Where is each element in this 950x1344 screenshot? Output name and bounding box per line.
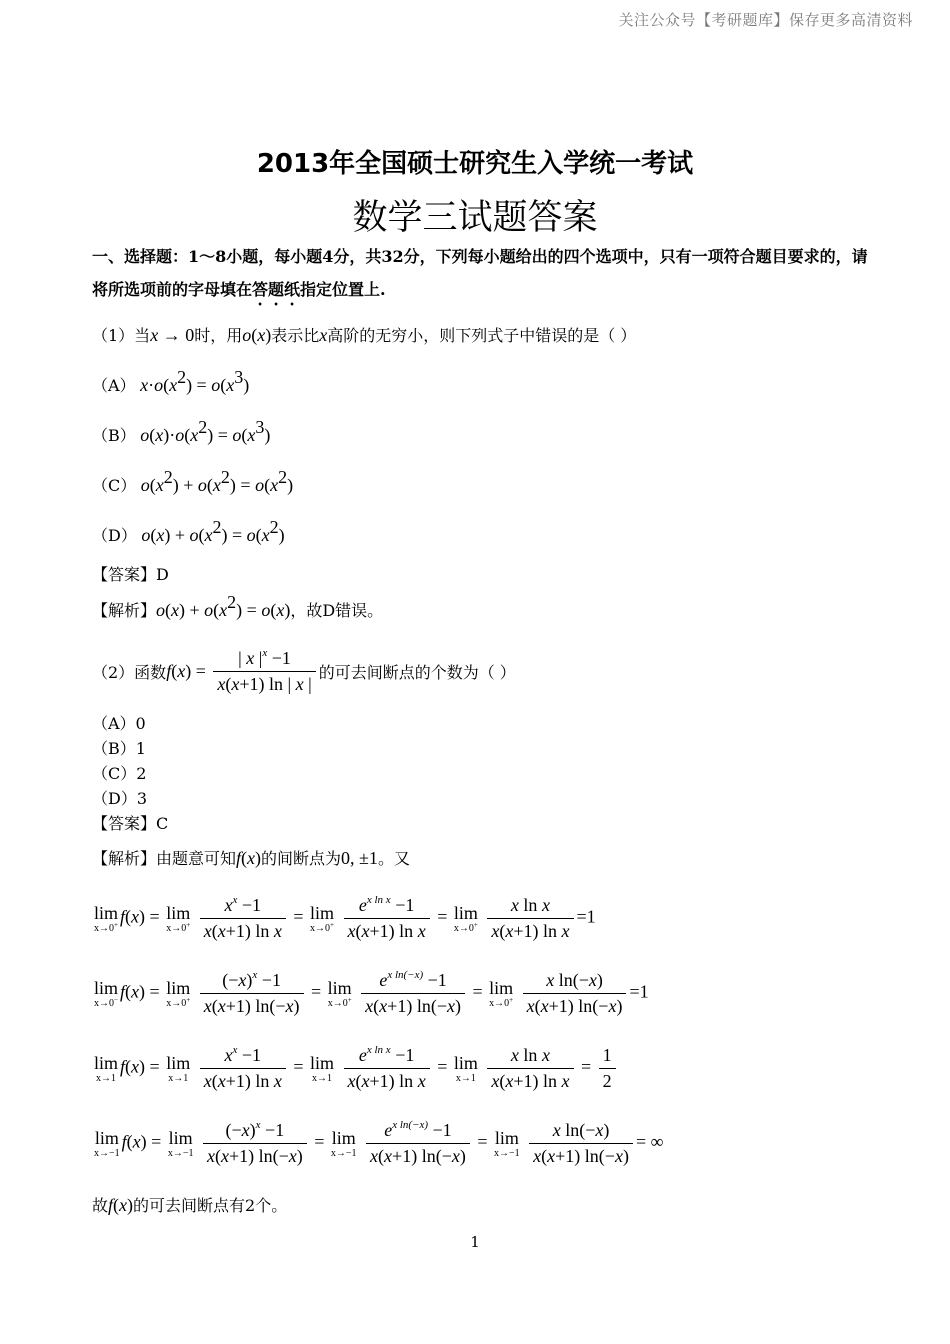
q1-option-d-label: （D） — [92, 526, 137, 545]
q1-stem-c: 表示比 — [271, 326, 320, 345]
exam-title: 2013年全国硕士研究生入学统一考试 — [256, 149, 694, 179]
q2-stem-b: 的可去间断点的个数为（ ） — [318, 663, 516, 682]
q1-analysis — [92, 592, 384, 621]
q2-analysis-c: 。又 — [377, 849, 410, 868]
q2-option-c: （C）2 — [92, 764, 147, 783]
q1-answer: 【答案】D — [92, 565, 169, 584]
q2-function-fraction: $\frac{| x |^x -1}{x(x+1) \ln | x |}$ — [213, 648, 315, 695]
q2-answer: 【答案】C — [92, 814, 169, 833]
q2-conclusion — [92, 1193, 287, 1216]
q1-option-c — [92, 467, 294, 496]
math-x: x — [319, 325, 328, 345]
q1-analysis-math: $o(x) + o(x^2) = o(x)$ — [156, 592, 291, 620]
q2-option-d: （D）3 — [92, 789, 148, 808]
q2-function: f(x) = — [166, 661, 211, 681]
section-text-b: 指定位置上. — [300, 280, 386, 299]
q1-option-c-label: （C） — [92, 476, 137, 495]
q2-option-b: （B）1 — [92, 739, 146, 758]
math-x-to-0: x → 0 — [150, 325, 195, 345]
exam-subtitle: 数学三试题答案 — [352, 198, 598, 238]
q2-analysis-b: 的间断点为 — [261, 849, 342, 868]
q1-option-d-math: $o(x) + o(x^2) = o(x^2)$ — [136, 517, 285, 545]
q2-conclusion-b: 的可去间断点有2个。 — [133, 1196, 288, 1215]
page-number: 1 — [470, 1233, 480, 1251]
limit-eq-0plus: lim x→0+ f(x) = lim x→0+ $\frac{x^x -1}{\text{x(x+1) ln x}}$ = lim x→0+ $\frac{e^{x ln x} -1}{\text{x(x+1) ln x}}$ = lim x→0+ $\frac{\text{x ln x}}{\text{x(x+1) ln x}}$ =1 — [94, 894, 596, 941]
q2-stem-a: （2）函数 — [92, 663, 167, 682]
math-breakpoints: 0, ±1 — [341, 848, 378, 868]
q1-option-b — [92, 417, 271, 446]
q1-analysis-tail: ，故D错误。 — [290, 601, 384, 620]
q1-option-a-label: （A） — [92, 376, 136, 395]
q2-analysis-a: 【解析】由题意可知 — [92, 849, 237, 868]
q1-option-b-label: （B） — [92, 426, 136, 445]
q1-option-a-math: $x\cdot o(x^2) = o(x^3)$ — [135, 367, 250, 395]
math-fx-conclusion: f(x) — [108, 1195, 134, 1215]
q1-option-c-math: $o(x^2) + o(x^2) = o(x^2)$ — [136, 467, 294, 495]
q1-option-d — [92, 517, 285, 546]
header-note: 关注公众号【考研题库】保存更多高清资料 — [618, 11, 913, 29]
q2-conclusion-a: 故 — [92, 1196, 109, 1215]
section-text-a: 一、选择题：1～8小题，每小题4分，共32分，下列每小题给出的四个选项中，只有一项符合题目要求的，请将所选项前的字母填在 — [92, 247, 868, 299]
q2-stem — [92, 648, 516, 695]
q1-stem-b: 时，用 — [194, 326, 243, 345]
q1-stem-d: 高阶的无穷小，则下列式子中错误的是（ ） — [327, 326, 637, 345]
q1-stem — [92, 323, 636, 346]
q1-analysis-label: 【解析】 — [92, 601, 157, 620]
limit-eq-minus1: lim x→−1 f(x) = lim x→−1 $\frac{(-x)^x -1}{x(x+1) \ln(-x)}$ = lim x→−1 $\frac{e^{x ln(-x)} -1}{x(x+1) \ln(-x)}$ = lim x→−1 $\frac{\text{x ln(−x)}}{x(x+1) \ln(-x)}$ = ∞ — [94, 1119, 664, 1166]
limit-eq-0minus: lim x→0− f(x) = lim x→0+ $\frac{(-x)^x -1}{x(x+1) \ln(-x)}$ = lim x→0+ $\frac{e^{x ln(-x)} -1}{x(x+1) \ln(-x)}$ = lim x→0+ $\frac{\text{x ln(−x)}}{x(x+1) \ln(-x)}$ =1 — [94, 969, 649, 1016]
q2-analysis — [92, 846, 410, 869]
q1-option-b-math: $o(x)\cdot o(x^2) = o(x^3)$ — [135, 417, 271, 445]
math-ox: o(x) — [242, 325, 272, 345]
section-emphasis: 答题纸 — [252, 280, 301, 299]
section-instructions — [92, 240, 872, 309]
math-fx: f(x) — [236, 848, 262, 868]
q1-option-a — [92, 367, 250, 396]
q2-option-a: （A）0 — [92, 714, 146, 733]
limit-eq-1: lim x→1 f(x) = lim x→1 $\frac{x^x -1}{\text{x(x+1) ln x}}$ = lim x→1 $\frac{e^{x ln x} -1}{\text{x(x+1) ln x}}$ = lim x→1 $\frac{\text{x ln x}}{\text{x(x+1) ln x}}$ = $\frac{1}{2}$ — [92, 1045, 619, 1092]
q1-stem-a: （1）当 — [92, 326, 151, 345]
